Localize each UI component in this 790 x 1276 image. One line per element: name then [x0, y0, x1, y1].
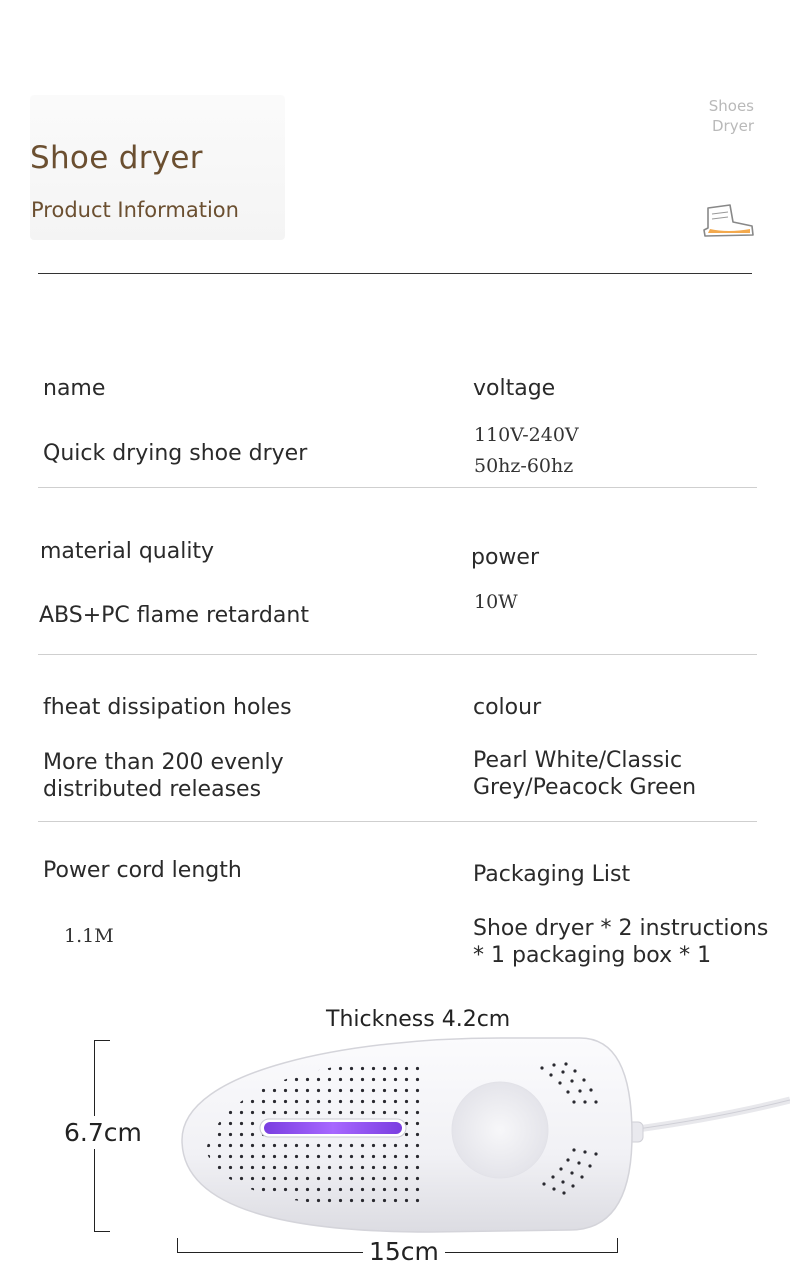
spec-voltage-value-1: 110V-240V — [474, 424, 579, 446]
spec-name-label: name — [43, 376, 106, 401]
height-dimension-tick-bottom — [94, 1231, 110, 1232]
brand-line-1: Shoes — [708, 97, 754, 115]
length-dimension-tick-left — [177, 1238, 178, 1253]
spec-holes-label: fheat dissipation holes — [43, 695, 292, 720]
spec-voltage-label: voltage — [473, 376, 556, 401]
spec-colour-label: colour — [473, 695, 542, 720]
spec-power-label: power — [471, 545, 539, 570]
page-title: Shoe dryer — [30, 140, 203, 176]
row-divider — [38, 821, 757, 822]
spec-cord-label: Power cord length — [43, 858, 242, 883]
spec-holes-value-2: distributed releases — [43, 777, 262, 802]
spec-packaging-value-2: * 1 packaging box * 1 — [473, 943, 712, 968]
spec-power-value: 10W — [474, 591, 518, 613]
length-dimension-tick-right — [617, 1238, 618, 1253]
spec-material-value: ABS+PC flame retardant — [39, 603, 309, 628]
spec-packaging-value-1: Shoe dryer * 2 instructions — [473, 916, 769, 941]
spec-colour-value-2: Grey/Peacock Green — [473, 775, 697, 800]
height-label: 6.7cm — [64, 1118, 142, 1147]
brand-line-2: Dryer — [712, 117, 754, 135]
shoe-dryer-image — [170, 1030, 790, 1240]
boot-icon — [700, 200, 756, 240]
height-dimension-tick-top — [94, 1040, 110, 1041]
header-divider — [38, 273, 752, 274]
row-divider — [38, 487, 757, 488]
row-divider — [38, 654, 757, 655]
spec-voltage-value-2: 50hz-60hz — [474, 455, 574, 477]
spec-material-label: material quality — [40, 539, 215, 564]
spec-colour-value-1: Pearl White/Classic — [473, 748, 683, 773]
length-label: 15cm — [363, 1237, 445, 1266]
thickness-label: Thickness 4.2cm — [326, 1007, 511, 1032]
brand-label — [709, 96, 754, 136]
spec-name-value: Quick drying shoe dryer — [43, 441, 308, 466]
spec-cord-value: 1.1M — [64, 925, 114, 947]
spec-packaging-label: Packaging List — [473, 862, 631, 887]
page-subtitle: Product Information — [31, 198, 239, 222]
spec-holes-value-1: More than 200 evenly — [43, 750, 284, 775]
